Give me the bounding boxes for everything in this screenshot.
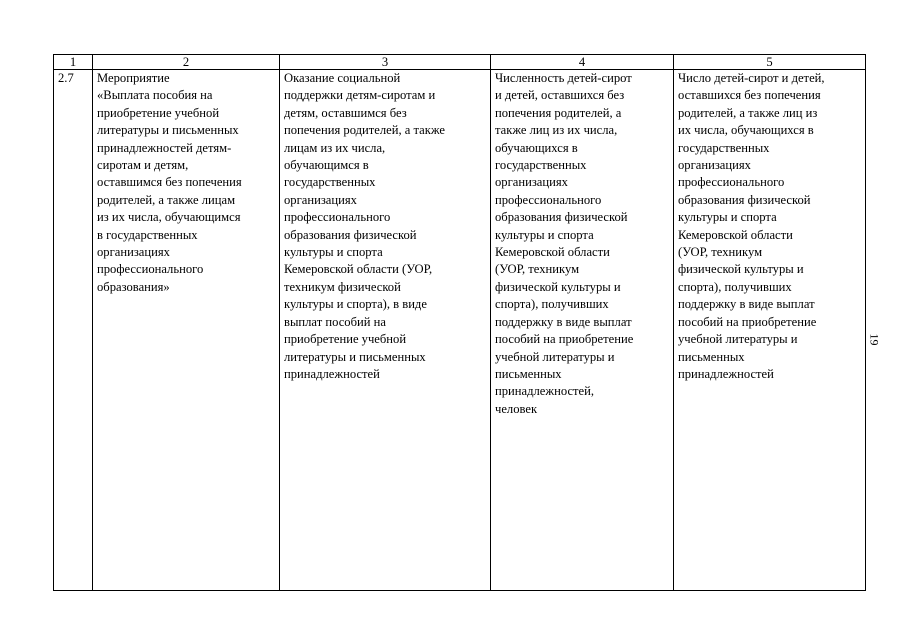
- cell-text-line: письменных: [495, 366, 562, 381]
- header-row: [54, 55, 866, 70]
- cell-text-line: принадлежностей: [284, 366, 380, 381]
- event-name-cell: [93, 70, 280, 591]
- cell-text-line: государственных: [284, 175, 376, 190]
- cell-text-line: техникум физической: [284, 279, 401, 294]
- cell-text-line: принадлежностей детям-: [97, 140, 232, 155]
- cell-text-line: культуры и спорта: [678, 210, 777, 225]
- cell-text-line: физической культуры и: [495, 279, 621, 294]
- cell-text-line: «Выплата пособия на: [97, 88, 213, 103]
- header-cell-5: 5: [674, 55, 866, 70]
- cell-text-line: (УОР, техникум: [495, 262, 580, 277]
- cell-text-line: пособий на приобретение: [495, 332, 634, 347]
- cell-text-line: родителей, а также лиц из: [678, 105, 818, 120]
- cell-text-line: профессионального: [97, 262, 204, 277]
- cell-text-line: учебной литературы и: [495, 349, 615, 364]
- header-cell-4: 4: [491, 55, 674, 70]
- cell-text-line: организациях: [495, 175, 568, 190]
- cell-text-line: профессионального: [284, 210, 391, 225]
- cell-text-line: обучающихся в: [495, 140, 578, 155]
- cell-text-line: выплат пособий на: [284, 314, 386, 329]
- cell-text-line: письменных: [678, 349, 745, 364]
- page-number: 19: [867, 333, 882, 346]
- cell-text-line: литературы и письменных: [284, 349, 426, 364]
- cell-text-line: детям, оставшимся без: [284, 105, 407, 120]
- cell-text-line: также лиц из их числа,: [495, 123, 618, 138]
- cell-text-line: спорта), получивших: [678, 279, 792, 294]
- indicator-definition-cell: [674, 70, 866, 591]
- cell-text-line: поддержку в виде выплат: [678, 297, 815, 312]
- cell-text-line: профессионального: [678, 175, 785, 190]
- cell-text-line: Оказание социальной: [284, 71, 401, 85]
- cell-text-line: организациях: [284, 192, 357, 207]
- cell-text-line: Кемеровской области: [495, 245, 610, 260]
- cell-text-line: государственных: [678, 140, 770, 155]
- cell-text-line: культуры и спорта: [495, 227, 594, 242]
- cell-text-line: Число детей-сирот и детей,: [678, 71, 825, 85]
- row-number: 2.7: [54, 70, 93, 591]
- cell-text-line: образования физической: [495, 210, 628, 225]
- cell-text-line: лицам из их числа,: [284, 140, 386, 155]
- header-cell-2: 2: [93, 55, 280, 70]
- cell-text-line: организациях: [97, 245, 170, 260]
- cell-text-line: литературы и письменных: [97, 123, 239, 138]
- cell-text-line: культуры и спорта: [284, 245, 383, 260]
- cell-text-line: попечения родителей, а также: [284, 123, 446, 138]
- cell-text-line: поддержки детям-сиротам и: [284, 88, 436, 103]
- cell-text-line: государственных: [495, 158, 587, 173]
- cell-text-line: родителей, а также лицам: [97, 192, 236, 207]
- cell-text-line: из их числа, обучающимся: [97, 210, 241, 225]
- cell-text-line: образования физической: [678, 192, 811, 207]
- event-description-cell: [280, 70, 491, 591]
- cell-text-line: обучающимся в: [284, 158, 369, 173]
- cell-text-line: пособий на приобретение: [678, 314, 817, 329]
- cell-text-line: организациях: [678, 158, 751, 173]
- cell-text-line: культуры и спорта), в виде: [284, 297, 427, 312]
- header-cell-3: 3: [280, 55, 491, 70]
- cell-text-line: принадлежностей,: [495, 384, 595, 399]
- cell-text-line: образования физической: [284, 227, 417, 242]
- cell-text-line: в государственных: [97, 227, 198, 242]
- cell-text-line: сиротам и детям,: [97, 158, 189, 173]
- cell-text-line: приобретение учебной: [97, 105, 220, 120]
- table-row: [54, 70, 866, 591]
- cell-text-line: учебной литературы и: [678, 332, 798, 347]
- cell-text-line: физической культуры и: [678, 262, 804, 277]
- cell-text-line: Численность детей-сирот: [495, 71, 632, 85]
- cell-text-line: поддержку в виде выплат: [495, 314, 632, 329]
- cell-text-line: (УОР, техникум: [678, 245, 763, 260]
- cell-text-line: принадлежностей: [678, 366, 774, 381]
- cell-text-line: Кемеровской области: [678, 227, 793, 242]
- cell-text-line: оставшихся без попечения: [678, 88, 821, 103]
- cell-text-line: спорта), получивших: [495, 297, 609, 312]
- header-cell-1: 1: [54, 55, 93, 70]
- cell-text-line: приобретение учебной: [284, 332, 407, 347]
- cell-text-line: попечения родителей, а: [495, 105, 622, 120]
- cell-text-line: образования»: [97, 279, 170, 294]
- cell-text-line: человек: [495, 401, 538, 416]
- program-table: [53, 54, 866, 591]
- cell-text-line: их числа, обучающихся в: [678, 123, 814, 138]
- cell-text-line: и детей, оставшихся без: [495, 88, 625, 103]
- cell-text-line: Мероприятие: [97, 71, 170, 85]
- indicator-cell: [491, 70, 674, 591]
- cell-text-line: профессионального: [495, 192, 602, 207]
- cell-text-line: оставшимся без попечения: [97, 175, 242, 190]
- cell-text-line: Кемеровской области (УОР,: [284, 262, 433, 277]
